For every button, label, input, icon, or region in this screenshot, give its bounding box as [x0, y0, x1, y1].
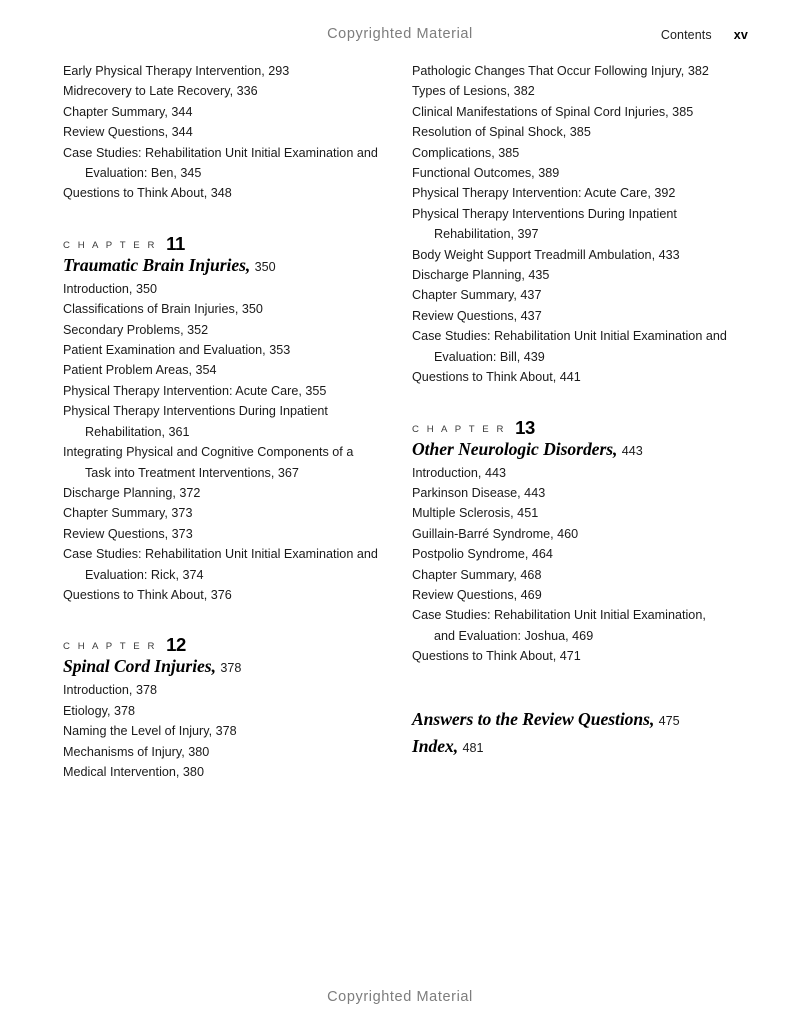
toc-entry[interactable]: Postpolio Syndrome, 464	[412, 547, 553, 562]
chapter-entries-11	[63, 279, 381, 606]
toc-entry[interactable]: Chapter Summary, 344	[63, 104, 193, 119]
toc-entry[interactable]: Case Studies: Rehabilitation Unit Initial Examination and Evaluation: Bill, 439	[412, 329, 727, 364]
toc-entry[interactable]: Case Studies: Rehabilitation Unit Initial Examination, and Evaluation: Joshua, 469	[412, 608, 706, 643]
chapter-label-line-11	[63, 234, 381, 253]
toc-entry[interactable]: Chapter Summary, 468	[412, 567, 542, 582]
continued-entries-right	[412, 61, 730, 388]
back-matter-answers[interactable]	[412, 707, 730, 734]
chapter-start-page: 350	[254, 259, 276, 274]
toc-entry[interactable]: Questions to Think About, 376	[63, 587, 232, 602]
chapter-word-label: C H A P T E R	[63, 641, 158, 653]
toc-entry[interactable]: Review Questions, 373	[63, 526, 193, 541]
running-head-section-label: Contents	[660, 28, 712, 42]
toc-entry[interactable]: Case Studies: Rehabilitation Unit Initial Examination and Evaluation: Rick, 374	[63, 547, 378, 582]
chapter-block-13	[412, 418, 730, 667]
toc-entry[interactable]: Resolution of Spinal Shock, 385	[412, 125, 591, 140]
toc-entry[interactable]: Review Questions, 344	[63, 125, 193, 140]
back-matter-title: Index,	[412, 735, 459, 756]
page-folio: xv	[733, 28, 748, 42]
chapter-label-line-12	[63, 635, 381, 654]
chapter-title-text: Other Neurologic Disorders,	[412, 438, 618, 459]
toc-column-left	[63, 60, 381, 782]
toc-entry[interactable]: Naming the Level of Injury, 378	[63, 724, 237, 739]
chapter-entries-12	[63, 680, 381, 782]
toc-entry[interactable]: Classifications of Brain Injuries, 350	[63, 302, 263, 317]
toc-entry[interactable]: Physical Therapy Intervention: Acute Care, 392	[412, 186, 676, 201]
chapter-start-page: 443	[621, 443, 643, 458]
toc-entry[interactable]: Questions to Think About, 348	[63, 186, 232, 201]
toc-entry[interactable]: Types of Lesions, 382	[412, 84, 535, 99]
chapter-start-page: 378	[220, 661, 242, 676]
toc-entry[interactable]: Etiology, 378	[63, 703, 136, 718]
toc-entry[interactable]: Guillain-Barré Syndrome, 460	[412, 526, 579, 541]
chapter-title-text: Spinal Cord Injuries,	[63, 656, 216, 677]
toc-entry[interactable]: Secondary Problems, 352	[63, 322, 209, 337]
chapter-word-label: C H A P T E R	[412, 423, 507, 435]
toc-entry[interactable]: Physical Therapy Intervention: Acute Care, 355	[63, 383, 327, 398]
toc-column-right	[412, 60, 730, 761]
running-head	[0, 26, 800, 48]
toc-entry[interactable]: Integrating Physical and Cognitive Components of a Task into Treatment Interventions, 367	[63, 445, 354, 480]
toc-entry[interactable]: Early Physical Therapy Intervention, 293	[63, 64, 290, 78]
back-matter-block	[412, 707, 730, 761]
chapter-title-13[interactable]	[412, 438, 730, 462]
toc-entry[interactable]: Chapter Summary, 437	[412, 288, 542, 303]
toc-entry[interactable]: Introduction, 443	[412, 465, 506, 480]
toc-entry[interactable]: Patient Examination and Evaluation, 353	[63, 343, 291, 358]
back-matter-title: Answers to the Review Questions,	[412, 708, 655, 729]
toc-entry[interactable]: Discharge Planning, 435	[412, 268, 550, 283]
chapter-title-12[interactable]	[63, 655, 381, 679]
toc-entry[interactable]: Medical Intervention, 380	[63, 764, 204, 779]
toc-entry[interactable]: Parkinson Disease, 443	[412, 485, 546, 500]
toc-entry[interactable]: Introduction, 350	[63, 281, 157, 296]
toc-entry[interactable]: Complications, 385	[412, 145, 520, 160]
chapter-label-line-13	[412, 418, 730, 437]
toc-entry[interactable]: Questions to Think About, 441	[412, 370, 581, 385]
toc-entry[interactable]: Midrecovery to Late Recovery, 336	[63, 84, 258, 99]
toc-entry[interactable]: Pathologic Changes That Occur Following Injury, 382	[412, 64, 709, 78]
toc-entry[interactable]: Physical Therapy Interventions During Inpatient Rehabilitation, 361	[63, 404, 328, 439]
toc-entry[interactable]: Review Questions, 437	[412, 308, 542, 323]
toc-entry[interactable]: Clinical Manifestations of Spinal Cord Injuries, 385	[412, 104, 694, 119]
toc-entry[interactable]: Review Questions, 469	[412, 587, 542, 602]
copyright-watermark-bottom: Copyrighted Material	[327, 989, 473, 1005]
toc-entry[interactable]: Mechanisms of Injury, 380	[63, 744, 210, 759]
chapter-number: 13	[515, 416, 536, 438]
toc-entry[interactable]: Physical Therapy Interventions During Inpatient Rehabilitation, 397	[412, 206, 677, 242]
chapter-title-11[interactable]	[63, 254, 381, 278]
toc-entry[interactable]: Introduction, 378	[63, 683, 157, 698]
back-matter-page: 481	[462, 740, 484, 755]
chapter-number: 11	[166, 232, 186, 254]
toc-entry[interactable]: Functional Outcomes, 389	[412, 166, 560, 181]
toc-entry[interactable]: Patient Problem Areas, 354	[63, 363, 217, 378]
toc-entry[interactable]: Chapter Summary, 373	[63, 506, 193, 521]
chapter-number: 12	[166, 634, 187, 656]
copyright-watermark-top: Copyrighted Material	[327, 26, 473, 42]
continued-entries-left	[63, 61, 381, 204]
toc-entry[interactable]: Discharge Planning, 372	[63, 485, 201, 500]
back-matter-index[interactable]	[412, 734, 730, 761]
chapter-block-11	[63, 234, 381, 606]
back-matter-page: 475	[658, 713, 680, 728]
running-head-right	[661, 28, 748, 42]
chapter-title-text: Traumatic Brain Injuries,	[63, 254, 251, 275]
chapter-entries-13	[412, 463, 730, 667]
toc-entry[interactable]: Case Studies: Rehabilitation Unit Initial Examination and Evaluation: Ben, 345	[63, 145, 378, 181]
toc-entry[interactable]: Multiple Sclerosis, 451	[412, 506, 539, 521]
chapter-word-label: C H A P T E R	[63, 239, 158, 251]
chapter-block-12	[63, 635, 381, 782]
toc-entry[interactable]: Questions to Think About, 471	[412, 649, 581, 664]
toc-entry[interactable]: Body Weight Support Treadmill Ambulation, 433	[412, 247, 680, 262]
